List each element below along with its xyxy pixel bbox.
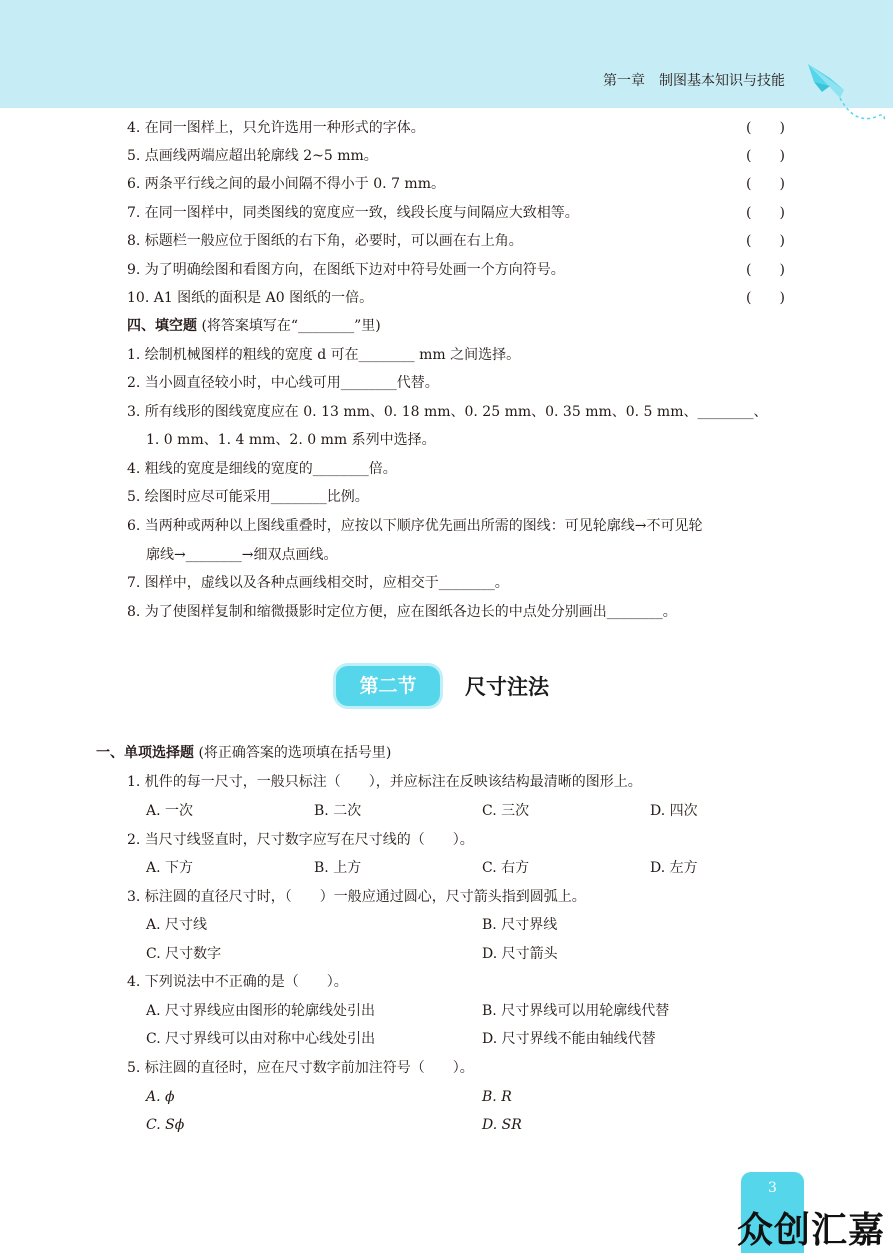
question-1-stem: 1. 机件的每一尺寸，一般只标注（ ），并应标注在反映该结构最清晰的图形上。 xyxy=(127,774,642,790)
judgment-item-6: 6. 两条平行线之间的最小间隔不得小于 0. 7 mm。 xyxy=(127,176,445,192)
question-5-stem: 5. 标注圆的直径时，应在尺寸数字前加注符号（ ）。 xyxy=(127,1060,474,1076)
answer-paren: ( ) xyxy=(746,290,785,306)
question-4-stem: 4. 下列说法中不正确的是（ ）。 xyxy=(127,974,348,990)
fill-item-5: 5. 绘图时应尽可能采用________比例。 xyxy=(127,489,369,505)
watermark-logo: 众创汇嘉 xyxy=(737,1210,886,1251)
fill-heading-label: 四、填空题 xyxy=(127,318,197,334)
q1-option-d: D. 四次 xyxy=(650,803,698,819)
choice-heading-label: 一、单项选择题 xyxy=(96,745,194,761)
q2-option-b: B. 上方 xyxy=(314,860,362,876)
fill-item-3: 3. 所有线形的图线宽度应在 0. 13 mm、0. 18 mm、0. 25 mm、0. 35 mm、0. 5 mm、________、 xyxy=(127,404,768,420)
q2-option-d: D. 左方 xyxy=(650,860,698,876)
answer-paren: ( ) xyxy=(746,176,785,192)
question-2-stem: 2. 当尺寸线竖直时，尺寸数字应写在尺寸线的（ ）。 xyxy=(127,832,474,848)
judgment-item-5: 5. 点画线两端应超出轮廓线 2~5 mm。 xyxy=(127,148,378,164)
fill-item-4: 4. 粗线的宽度是细线的宽度的________倍。 xyxy=(127,461,397,477)
q3-option-b: B. 尺寸界线 xyxy=(482,917,558,933)
q4-option-d: D. 尺寸界线不能由轴线代替 xyxy=(482,1031,656,1047)
q5-option-d: D. SR xyxy=(482,1117,522,1133)
chapter-title: 第一章 制图基本知识与技能 xyxy=(603,73,785,89)
answer-paren: ( ) xyxy=(746,233,785,249)
answer-paren: ( ) xyxy=(746,205,785,221)
fill-item-8: 8. 为了使图样复制和缩微摄影时定位方便，应在图纸各边长的中点处分别画出________。 xyxy=(127,604,677,620)
q2-option-c: C. 右方 xyxy=(482,860,530,876)
fill-item-1: 1. 绘制机械图样的粗线的宽度 d 可在________ mm 之间选择。 xyxy=(127,347,521,363)
section-badge: 第二节 xyxy=(336,666,440,706)
q3-option-c: C. 尺寸数字 xyxy=(146,946,222,962)
q4-option-a: A. 尺寸界线应由图形的轮廓线处引出 xyxy=(146,1003,376,1019)
q3-option-a: A. 尺寸线 xyxy=(146,917,208,933)
q2-option-a: A. 下方 xyxy=(146,860,194,876)
judgment-item-7: 7. 在同一图样中，同类图线的宽度应一致，线段长度与间隔应大致相等。 xyxy=(127,205,579,221)
answer-paren: ( ) xyxy=(746,120,785,136)
choice-heading-note: (将正确答案的选项填在括号里) xyxy=(198,745,392,761)
fill-item-6-continued: 廓线→________→细双点画线。 xyxy=(146,547,338,563)
question-3-stem: 3. 标注圆的直径尺寸时，（ ）一般应通过圆心，尺寸箭头指到圆弧上。 xyxy=(127,889,586,905)
fill-section-heading xyxy=(127,316,381,336)
q5-option-b: B. R xyxy=(482,1089,512,1105)
judgment-item-10: 10. A1 图纸的面积是 A0 图纸的一倍。 xyxy=(127,290,374,306)
q5-option-a: A. ϕ xyxy=(146,1089,175,1105)
fill-item-2: 2. 当小圆直径较小时，中心线可用________代替。 xyxy=(127,375,439,391)
judgment-item-8: 8. 标题栏一般应位于图纸的右下角，必要时，可以画在右上角。 xyxy=(127,233,523,249)
fill-heading-note: (将答案填写在“________”里) xyxy=(201,318,381,334)
q1-option-c: C. 三次 xyxy=(482,803,530,819)
fill-item-3-continued: 1. 0 mm、1. 4 mm、2. 0 mm 系列中选择。 xyxy=(146,432,436,448)
page-number: 3 xyxy=(768,1180,777,1196)
fill-item-6: 6. 当两种或两种以上图线重叠时，应按以下顺序优先画出所需的图线：可见轮廓线→不可见轮 xyxy=(127,518,703,534)
judgment-item-9: 9. 为了明确绘图和看图方向，在图纸下边对中符号处画一个方向符号。 xyxy=(127,262,565,278)
q3-option-d: D. 尺寸箭头 xyxy=(482,946,558,962)
answer-paren: ( ) xyxy=(746,148,785,164)
q4-option-c: C. 尺寸界线可以由对称中心线处引出 xyxy=(146,1031,376,1047)
judgment-item-4: 4. 在同一图样上，只允许选用一种形式的字体。 xyxy=(127,120,425,136)
q1-option-a: A. 一次 xyxy=(146,803,194,819)
fill-item-7: 7. 图样中，虚线以及各种点画线相交时，应相交于________。 xyxy=(127,575,509,591)
q4-option-b: B. 尺寸界线可以用轮廓线代替 xyxy=(482,1003,670,1019)
answer-paren: ( ) xyxy=(746,262,785,278)
q1-option-b: B. 二次 xyxy=(314,803,362,819)
section-title: 尺寸注法 xyxy=(465,675,549,699)
choice-section-heading xyxy=(96,743,391,763)
paper-plane-icon xyxy=(800,56,890,136)
q5-option-c: C. Sϕ xyxy=(146,1117,185,1133)
